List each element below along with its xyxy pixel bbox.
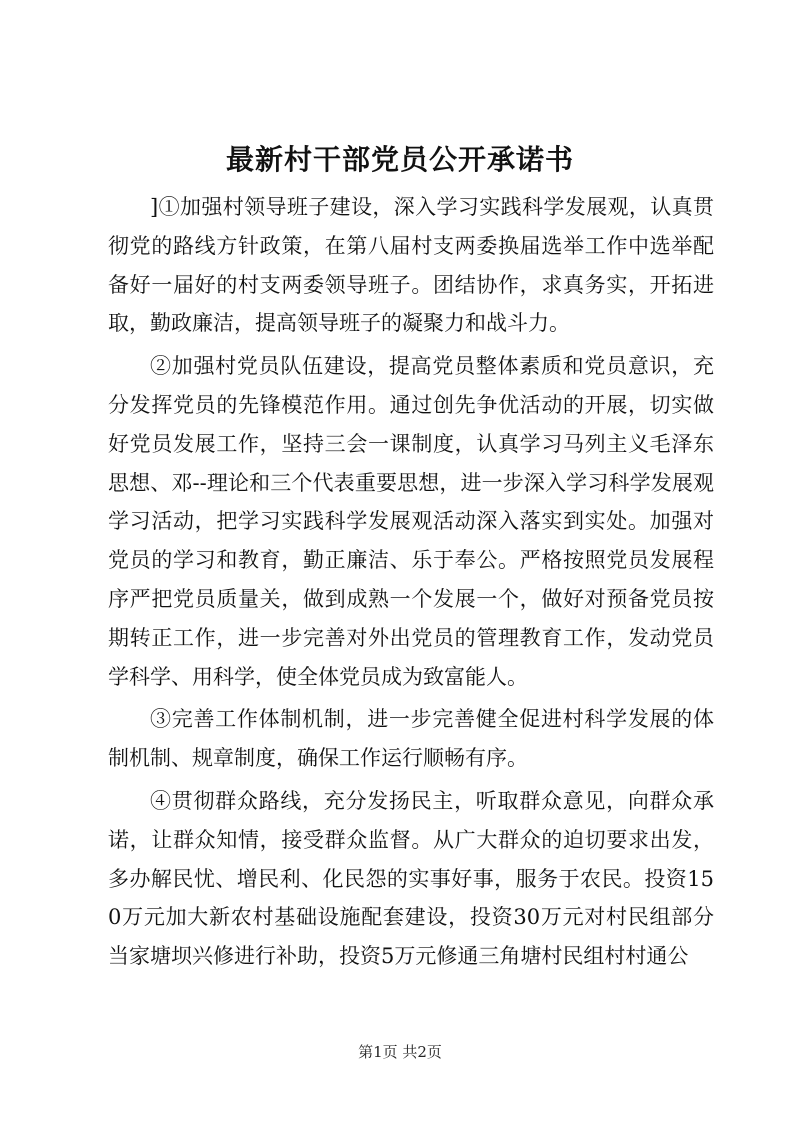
paragraph-3: ③完善工作体制机制，进一步完善健全促进村科学发展的体制机制、规章制度，确保工作运行顺畅有序。 xyxy=(108,707,714,771)
page-number-label: 第1页 共2页 xyxy=(358,1043,442,1061)
document-body xyxy=(108,188,714,980)
paragraph-2: ②加强村党员队伍建设，提高党员整体素质和党员意识，充分发挥党员的先锋模范作用。通过创先争优活动的开展，切实做好党员发展工作，坚持三会一课制度，认真学习马列主义毛泽东思想、邓--理论和三个代表重要思想，进一步深入学习科学发展观学习活动，把学习实践科学发展观活动深入落实到实处。加强对党员的学习和教育，勤正廉洁、乐于奉公。严格按照党员发展程序严把党员质量关，做到成熟一个发展一个，做好对预备党员按期转正工作，进一步完善对外出党员的管理教育工作，发动党员学科学、用科学，使全体党员成为致富能人。 xyxy=(108,354,714,689)
paragraph-4: ④贯彻群众路线，充分发扬民主，听取群众意见，向群众承诺，让群众知情，接受群众监督。从广大群众的迫切要求出发，多办解民忧、增民利、化民怨的实事好事，服务于农民。投资150万元加大新农村基础设施配套建设，投资30万元对村民组部分当家塘坝兴修进行补助，投资5万元修通三角塘村民组村村通公 xyxy=(108,788,714,969)
paragraph-1: ]①加强村领导班子建设，深入学习实践科学发展观，认真贯彻党的路线方针政策，在第八届村支两委换届选举工作中选举配备好一届好的村支两委领导班子。团结协作，求真务实，开拓进取，勤政廉洁，提高领导班子的凝聚力和战斗力。 xyxy=(108,195,714,336)
document-title: 最新村干部党员公开承诺书 xyxy=(225,143,574,176)
page-footer xyxy=(0,1042,800,1062)
